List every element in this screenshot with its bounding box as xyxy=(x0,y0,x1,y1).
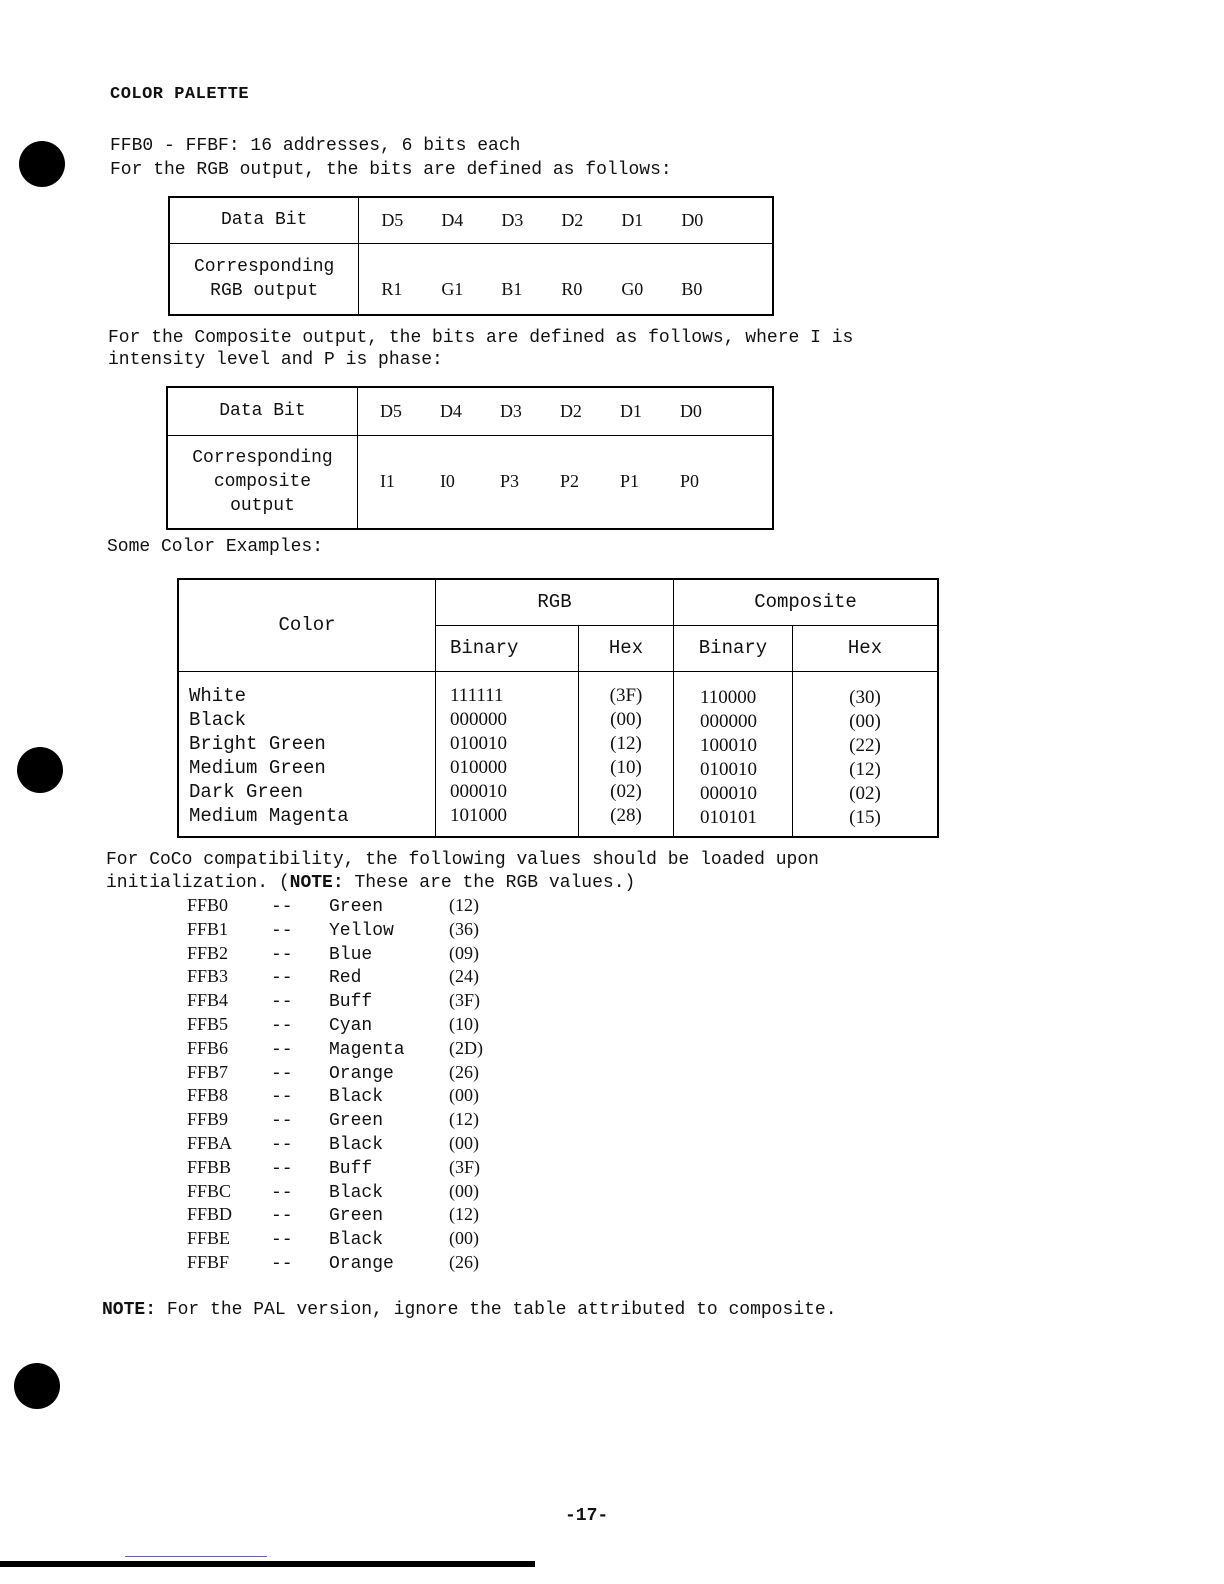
color-column-header: Color xyxy=(178,579,436,671)
page-title: COLOR PALETTE xyxy=(110,85,250,104)
binder-hole-top xyxy=(19,141,65,187)
list-item: FFBE -- Black (00) xyxy=(187,1228,479,1251)
pal-note xyxy=(102,1300,837,1320)
coco-intro-text: initialization. ( xyxy=(106,873,290,893)
composite-bit-table xyxy=(166,386,774,530)
coco-default-values xyxy=(187,894,483,1275)
composite-binary-cell xyxy=(674,671,793,837)
composite-hex-value: (30) xyxy=(849,686,881,708)
composite-header-bit: D4 xyxy=(439,400,462,421)
list-item: FFBC -- Black (00) xyxy=(187,1180,479,1203)
composite-row-label-line: Corresponding xyxy=(192,447,333,468)
composite-header-bit: D3 xyxy=(499,400,522,421)
composite-row-label-line: output xyxy=(230,495,295,516)
rgb-binary-value: 111111 xyxy=(450,684,504,706)
composite-hex-value: (22) xyxy=(849,734,881,756)
scan-edge-bar xyxy=(0,1561,535,1567)
composite-hex-header: Hex xyxy=(793,625,939,671)
composite-output-bit: P0 xyxy=(679,471,699,492)
rgb-binary-value: 010010 xyxy=(450,732,507,754)
color-name: Medium Green xyxy=(189,756,326,779)
composite-header-bit: D2 xyxy=(559,400,582,421)
rgb-hex-value: (28) xyxy=(610,804,642,826)
composite-header-bit: D5 xyxy=(379,400,402,421)
intro-line-1: FFB0 - FFBF: 16 addresses, 6 bits each xyxy=(110,136,521,156)
list-item: FFB1 -- Yellow (36) xyxy=(187,918,479,941)
rgb-binary-value: 000000 xyxy=(450,708,507,730)
composite-binary-value: 010101 xyxy=(700,806,757,828)
list-item: FFB9 -- Green (12) xyxy=(187,1109,479,1132)
rgb-row-label-line: Corresponding xyxy=(193,256,335,277)
pal-note-text: For the PAL version, ignore the table attributed to composite. xyxy=(156,1300,837,1320)
binder-hole-middle xyxy=(17,747,63,793)
scan-edge-line xyxy=(125,1556,267,1557)
list-item: FFB0 -- Green (12) xyxy=(187,895,479,917)
rgb-hex-header: Hex xyxy=(579,625,674,671)
color-name: Dark Green xyxy=(189,780,304,803)
rgb-header-bits xyxy=(359,197,773,243)
list-item: FFB3 -- Red (24) xyxy=(187,966,479,989)
rgb-binary-header: Binary xyxy=(436,625,579,671)
rgb-header-bit: D1 xyxy=(621,209,644,230)
list-item: FFBF -- Orange (26) xyxy=(187,1251,479,1274)
composite-binary-header: Binary xyxy=(674,625,793,671)
rgb-hex-value: (10) xyxy=(610,756,642,778)
composite-intro-line-1: For the Composite output, the bits are defined as follows, where I is xyxy=(108,328,854,348)
composite-binary-value: 000000 xyxy=(700,710,757,732)
composite-output-bit: P1 xyxy=(619,471,639,492)
composite-hex-cell xyxy=(793,671,939,837)
rgb-hex-value: (3F) xyxy=(609,684,643,706)
rgb-binary-cell xyxy=(436,671,579,837)
pal-note-label: NOTE: xyxy=(102,1300,157,1320)
composite-row-label-line: composite xyxy=(213,471,312,492)
list-item: FFBD -- Green (12) xyxy=(187,1204,479,1227)
composite-output-bit: P2 xyxy=(559,471,579,492)
color-name: Black xyxy=(189,708,247,731)
coco-note-label: NOTE: xyxy=(289,873,344,893)
composite-row-label xyxy=(167,435,357,529)
composite-hex-value: (15) xyxy=(849,806,881,828)
composite-output-bit: I0 xyxy=(439,471,455,492)
composite-header-label: Data Bit xyxy=(167,387,357,435)
rgb-hex-value: (12) xyxy=(610,732,642,754)
composite-binary-value: 100010 xyxy=(700,734,757,756)
rgb-header-bit: D0 xyxy=(681,209,704,230)
rgb-header-bit: D2 xyxy=(561,209,584,230)
rgb-group-header: RGB xyxy=(436,579,674,625)
rgb-row-bits xyxy=(359,243,773,315)
composite-hex-value: (00) xyxy=(849,710,881,732)
coco-intro-line-2 xyxy=(106,873,635,893)
composite-intro-line-2: intensity level and P is phase: xyxy=(108,350,443,370)
list-item: FFB5 -- Cyan (10) xyxy=(187,1013,479,1036)
list-item: FFB7 -- Orange (26) xyxy=(187,1061,479,1084)
rgb-output-bit: R0 xyxy=(561,279,583,299)
composite-row-bits xyxy=(357,435,773,529)
binder-hole-bottom xyxy=(14,1363,60,1409)
rgb-hex-cell xyxy=(579,671,674,837)
rgb-header-bit: D4 xyxy=(441,209,464,230)
list-item: FFB2 -- Blue (09) xyxy=(187,942,479,965)
coco-intro-line-1: For CoCo compatibility, the following values should be loaded upon xyxy=(106,850,819,870)
composite-header-bit: D1 xyxy=(619,400,642,421)
composite-output-bit: P3 xyxy=(499,471,519,492)
rgb-bit-table xyxy=(168,196,774,316)
rgb-output-bit: B1 xyxy=(501,279,523,299)
rgb-output-bit: R1 xyxy=(381,279,403,299)
rgb-binary-value: 101000 xyxy=(450,804,507,826)
color-examples-table xyxy=(177,578,939,838)
rgb-output-bit: G0 xyxy=(621,279,644,299)
color-name: Bright Green xyxy=(189,732,326,755)
composite-hex-value: (02) xyxy=(849,782,881,804)
composite-binary-value: 110000 xyxy=(700,686,757,708)
rgb-hex-value: (00) xyxy=(610,708,642,730)
rgb-row-label xyxy=(169,243,359,315)
examples-heading: Some Color Examples: xyxy=(107,537,324,557)
rgb-output-bit: B0 xyxy=(681,279,703,299)
color-name: Medium Magenta xyxy=(189,804,349,827)
composite-binary-value: 000010 xyxy=(700,782,757,804)
color-name: White xyxy=(189,684,247,707)
composite-header-bits xyxy=(357,387,773,435)
list-item: FFB4 -- Buff (3F) xyxy=(187,990,480,1013)
list-item: FFBA -- Black (00) xyxy=(187,1132,479,1155)
rgb-hex-value: (02) xyxy=(610,780,642,802)
rgb-binary-value: 010000 xyxy=(450,756,507,778)
page-number: -17- xyxy=(565,1506,609,1526)
rgb-header-label: Data Bit xyxy=(169,197,359,243)
list-item: FFB8 -- Black (00) xyxy=(187,1085,479,1108)
rgb-header-bit: D5 xyxy=(381,209,404,230)
intro-line-2: For the RGB output, the bits are defined as follows: xyxy=(110,160,672,180)
color-names-cell xyxy=(178,671,436,837)
list-item: FFB6 -- Magenta (2D) xyxy=(187,1037,483,1060)
rgb-header-bit: D3 xyxy=(501,209,524,230)
list-item: FFBB -- Buff (3F) xyxy=(187,1156,480,1179)
composite-hex-value: (12) xyxy=(849,758,881,780)
rgb-binary-value: 000010 xyxy=(450,780,507,802)
composite-group-header: Composite xyxy=(674,579,939,625)
composite-header-bit: D0 xyxy=(679,400,702,421)
composite-binary-value: 010010 xyxy=(700,758,757,780)
rgb-row-label-line: RGB output xyxy=(210,280,319,301)
coco-intro-text: These are the RGB values.) xyxy=(343,873,636,893)
rgb-output-bit: G1 xyxy=(441,279,464,299)
composite-output-bit: I1 xyxy=(379,471,395,492)
